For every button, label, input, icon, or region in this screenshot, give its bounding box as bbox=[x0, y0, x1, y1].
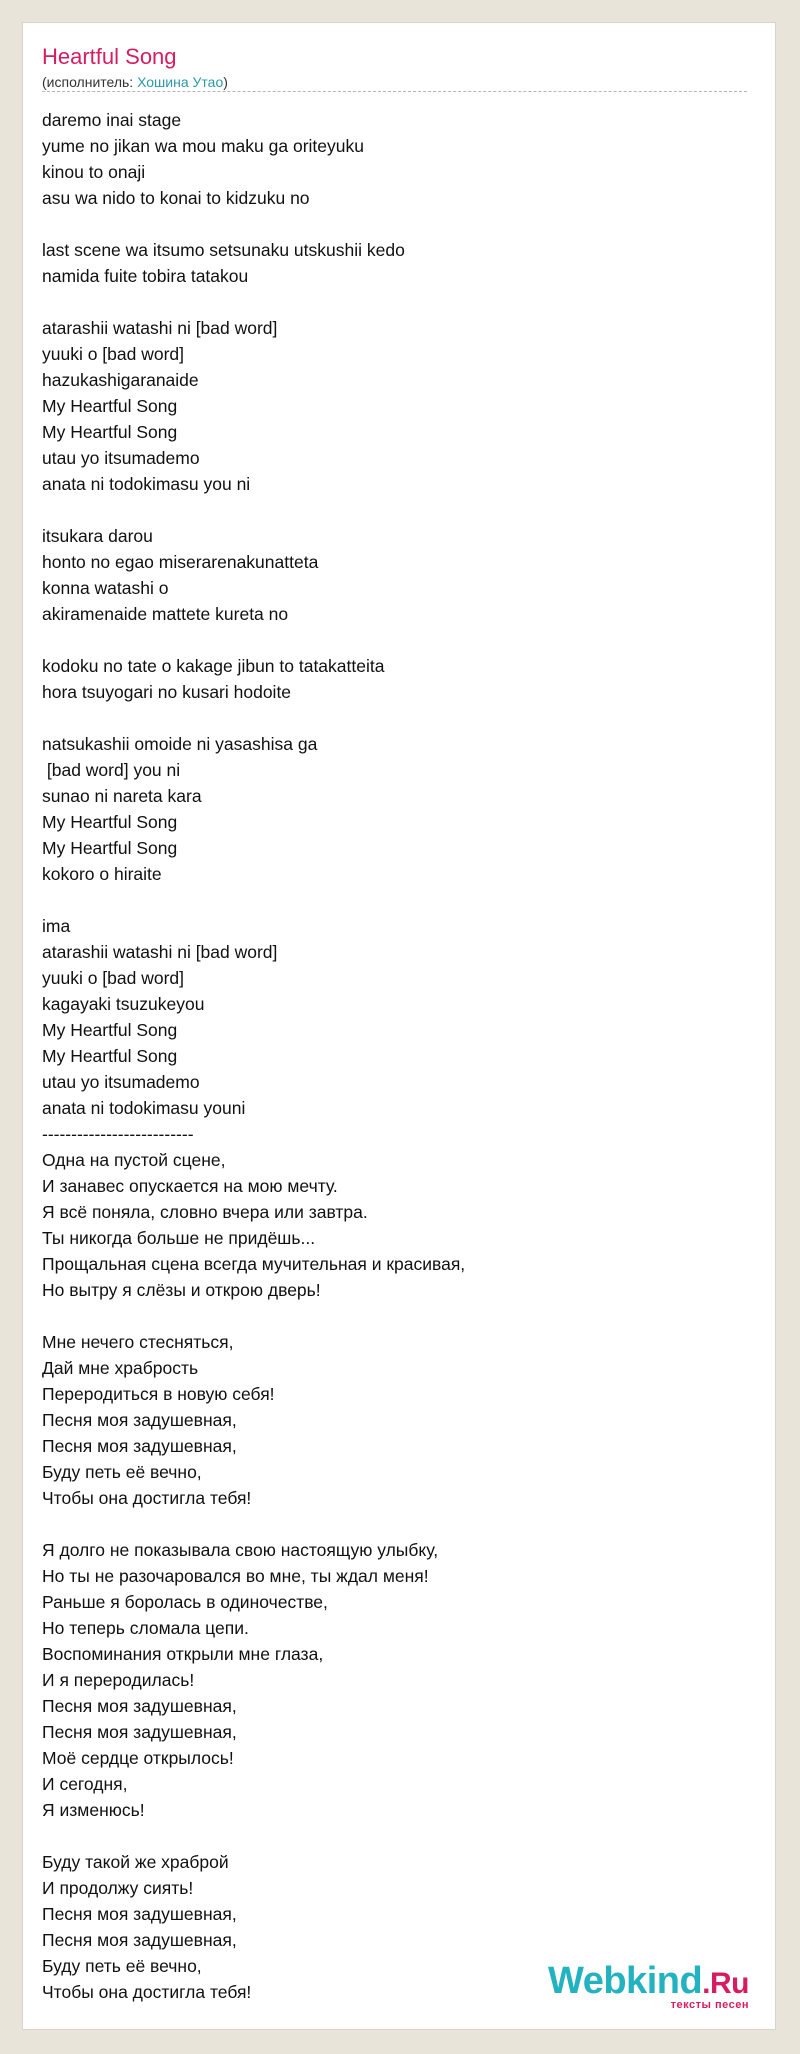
lyric-line: namida fuite tobira tatakou bbox=[42, 266, 249, 286]
lyric-line: My Heartful Song bbox=[42, 396, 178, 416]
lyric-line: Я изменюсь! bbox=[42, 1800, 145, 1820]
lyric-line: [bad word] you ni bbox=[42, 760, 181, 780]
lyric-line: Песня моя задушевная, bbox=[42, 1930, 237, 1950]
lyric-line bbox=[42, 705, 742, 731]
lyrics-text bbox=[42, 107, 742, 2005]
lyric-line: atarashii watashi ni [bad word] bbox=[42, 942, 278, 962]
lyric-line: И сегодня, bbox=[42, 1774, 128, 1794]
lyric-line: utau yo itsumademo bbox=[42, 1072, 200, 1092]
artist-link[interactable]: Хошина Утао bbox=[137, 74, 224, 90]
lyric-line: Я долго не показывала свою настоящую улыбку, bbox=[42, 1540, 439, 1560]
lyric-line: Песня моя задушевная, bbox=[42, 1722, 237, 1742]
lyric-line: daremo inai stage bbox=[42, 110, 182, 130]
lyric-line: Буду петь её вечно, bbox=[42, 1956, 202, 1976]
lyric-line: Песня моя задушевная, bbox=[42, 1436, 237, 1456]
lyric-line: Одна на пустой сцене, bbox=[42, 1150, 226, 1170]
lyric-line: Но теперь сломала цепи. bbox=[42, 1618, 249, 1638]
lyric-line: Мне нечего стесняться, bbox=[42, 1332, 234, 1352]
performer-suffix: ) bbox=[223, 74, 228, 90]
lyric-line: yuuki o [bad word] bbox=[42, 344, 185, 364]
lyric-line bbox=[42, 497, 742, 523]
lyric-line: hora tsuyogari no kusari hodoite bbox=[42, 682, 292, 702]
lyric-line: Песня моя задушевная, bbox=[42, 1904, 237, 1924]
lyric-line: И я переродилась! bbox=[42, 1670, 195, 1690]
lyric-line: Буду такой же храброй bbox=[42, 1852, 229, 1872]
lyric-line: ima bbox=[42, 916, 71, 936]
song-title: Heartful Song bbox=[42, 44, 177, 69]
lyric-line bbox=[42, 211, 742, 237]
lyric-line: sunao ni nareta kara bbox=[42, 786, 202, 806]
lyric-line: Моё сердце открылось! bbox=[42, 1748, 234, 1768]
logo-name: Webkind bbox=[548, 1960, 703, 2002]
lyric-line: My Heartful Song bbox=[42, 1046, 178, 1066]
lyric-line: atarashii watashi ni [bad word] bbox=[42, 318, 278, 338]
lyric-line: yuuki o [bad word] bbox=[42, 968, 185, 988]
lyric-line: anata ni todokimasu youni bbox=[42, 1098, 246, 1118]
lyric-line bbox=[42, 1511, 742, 1537]
lyric-line: kinou to onaji bbox=[42, 162, 146, 182]
lyric-line: Ты никогда больше не придёшь... bbox=[42, 1228, 316, 1248]
lyric-line: Раньше я боролась в одиночестве, bbox=[42, 1592, 328, 1612]
logo-tld: .Ru bbox=[702, 1967, 749, 2000]
lyric-line: anata ni todokimasu you ni bbox=[42, 474, 251, 494]
lyric-line: -------------------------- bbox=[42, 1124, 194, 1144]
lyric-line bbox=[42, 627, 742, 653]
lyric-line: utau yo itsumademo bbox=[42, 448, 200, 468]
lyric-line: Воспоминания открыли мне глаза, bbox=[42, 1644, 324, 1664]
lyric-line: Чтобы она достигла тебя! bbox=[42, 1488, 252, 1508]
lyric-line: Переродиться в новую себя! bbox=[42, 1384, 275, 1404]
lyric-line: И занавес опускается на мою мечту. bbox=[42, 1176, 338, 1196]
logo-tagline: тексты песен bbox=[670, 1999, 749, 2011]
lyric-line: Но ты не разочаровался во мне, ты ждал меня! bbox=[42, 1566, 429, 1586]
lyric-line: asu wa nido to konai to kidzuku no bbox=[42, 188, 310, 208]
lyric-line bbox=[42, 1303, 742, 1329]
lyric-line: yume no jikan wa mou maku ga oriteyuku bbox=[42, 136, 364, 156]
lyric-line bbox=[42, 887, 742, 913]
lyric-line: Я всё поняла, словно вчера или завтра. bbox=[42, 1202, 368, 1222]
divider bbox=[42, 91, 747, 92]
lyric-line: Песня моя задушевная, bbox=[42, 1410, 237, 1430]
lyric-line: Прощальная сцена всегда мучительная и красивая, bbox=[42, 1254, 466, 1274]
lyric-line: Песня моя задушевная, bbox=[42, 1696, 237, 1716]
lyrics-card bbox=[22, 22, 776, 2030]
lyric-line: last scene wa itsumo setsunaku utskushii kedo bbox=[42, 240, 405, 260]
lyric-line: kokoro o hiraite bbox=[42, 864, 162, 884]
lyric-line: Чтобы она достигла тебя! bbox=[42, 1982, 252, 2002]
lyric-line: My Heartful Song bbox=[42, 838, 178, 858]
performer-prefix: (исполнитель: bbox=[42, 74, 138, 90]
lyric-line: Но вытру я слёзы и открою дверь! bbox=[42, 1280, 321, 1300]
lyric-line: My Heartful Song bbox=[42, 422, 178, 442]
lyric-line: hazukashigaranaide bbox=[42, 370, 199, 390]
lyric-line: akiramenaide mattete kureta no bbox=[42, 604, 289, 624]
lyric-line: natsukashii omoide ni yasashisa ga bbox=[42, 734, 318, 754]
lyric-line bbox=[42, 1823, 742, 1849]
lyric-line: itsukara darou bbox=[42, 526, 153, 546]
lyric-line: kagayaki tsuzukeyou bbox=[42, 994, 205, 1014]
lyric-line: My Heartful Song bbox=[42, 812, 178, 832]
lyric-line: honto no egao miserarenakunatteta bbox=[42, 552, 319, 572]
lyric-line: My Heartful Song bbox=[42, 1020, 178, 1040]
lyric-line: Буду петь её вечно, bbox=[42, 1462, 202, 1482]
lyric-line: konna watashi o bbox=[42, 578, 169, 598]
lyric-line bbox=[42, 289, 742, 315]
lyric-line: kodoku no tate o kakage jibun to tatakatteita bbox=[42, 656, 385, 676]
performer-line bbox=[42, 73, 228, 91]
site-logo[interactable] bbox=[548, 1959, 749, 2011]
lyric-line: И продолжу сиять! bbox=[42, 1878, 194, 1898]
lyric-line: Дай мне храбрость bbox=[42, 1358, 199, 1378]
